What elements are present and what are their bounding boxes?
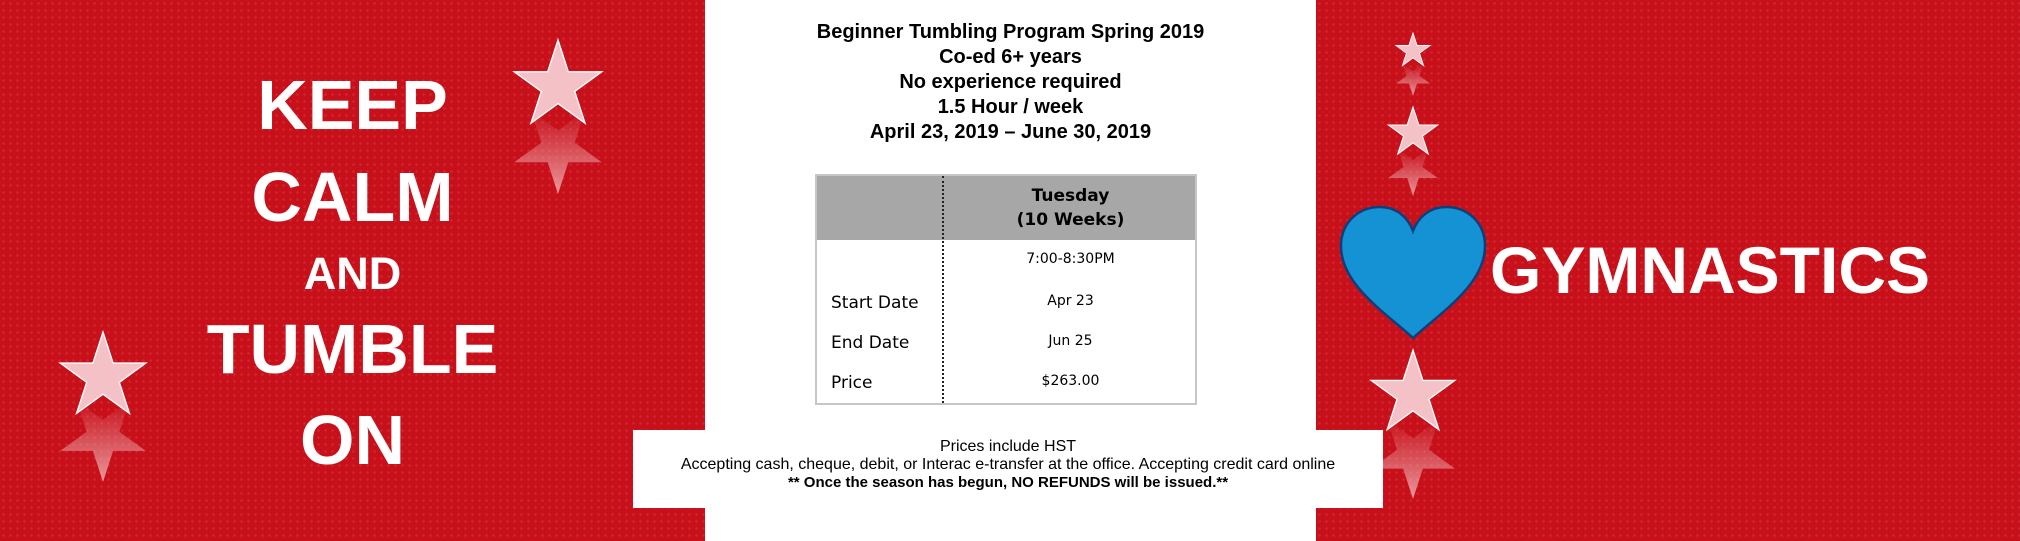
program-duration: 1.5 Hour / week: [937, 96, 1084, 118]
heart-icon: [1338, 205, 1488, 341]
gymnastics-text: GYMNASTICS: [1490, 233, 1931, 307]
schedule-weeks: (10 Weeks): [1016, 210, 1125, 230]
payment-notice: [633, 430, 1383, 508]
keep-calm-line-1: KEEP: [257, 66, 448, 144]
program-dates: April 23, 2019 – June 30, 2019: [869, 121, 1152, 143]
star-icon: [1388, 107, 1437, 154]
keep-calm-line-4: TUMBLE: [206, 310, 499, 388]
notice-line-1: Prices include HST: [939, 438, 1077, 455]
keep-calm-line-2: CALM: [251, 158, 454, 236]
notice-line-2: Accepting cash, cheque, debit, or Interac e-transfer at the office. Accepting credit card online: [680, 456, 1336, 473]
star-icon: [1371, 350, 1455, 430]
keep-calm-line-5: ON: [300, 401, 405, 479]
schedule-table: [815, 174, 1197, 405]
schedule-time: 7:00-8:30PM: [1026, 251, 1115, 267]
schedule-row-value: $263.00: [1041, 373, 1100, 389]
star-icon: [1396, 33, 1430, 66]
schedule-row-value: Apr 23: [1047, 293, 1094, 309]
program-ages: Co-ed 6+ years: [939, 46, 1082, 68]
star-icon: [1396, 63, 1430, 96]
program-title: Beginner Tumbling Program Spring 2019: [816, 21, 1205, 43]
schedule-row-label: Price: [831, 373, 873, 393]
schedule-row-value: Jun 25: [1048, 333, 1093, 349]
schedule-row-label: Start Date: [831, 293, 919, 313]
notice-line-3: ** Once the season has begun, NO REFUNDS will be issued.**: [787, 474, 1229, 491]
keep-calm-line-3: AND: [303, 248, 402, 299]
star-icon: [1388, 149, 1437, 196]
schedule-row-label: End Date: [831, 333, 910, 353]
schedule-day: Tuesday: [1031, 186, 1110, 206]
program-experience: No experience required: [899, 71, 1122, 93]
star-icon: [1371, 419, 1455, 499]
